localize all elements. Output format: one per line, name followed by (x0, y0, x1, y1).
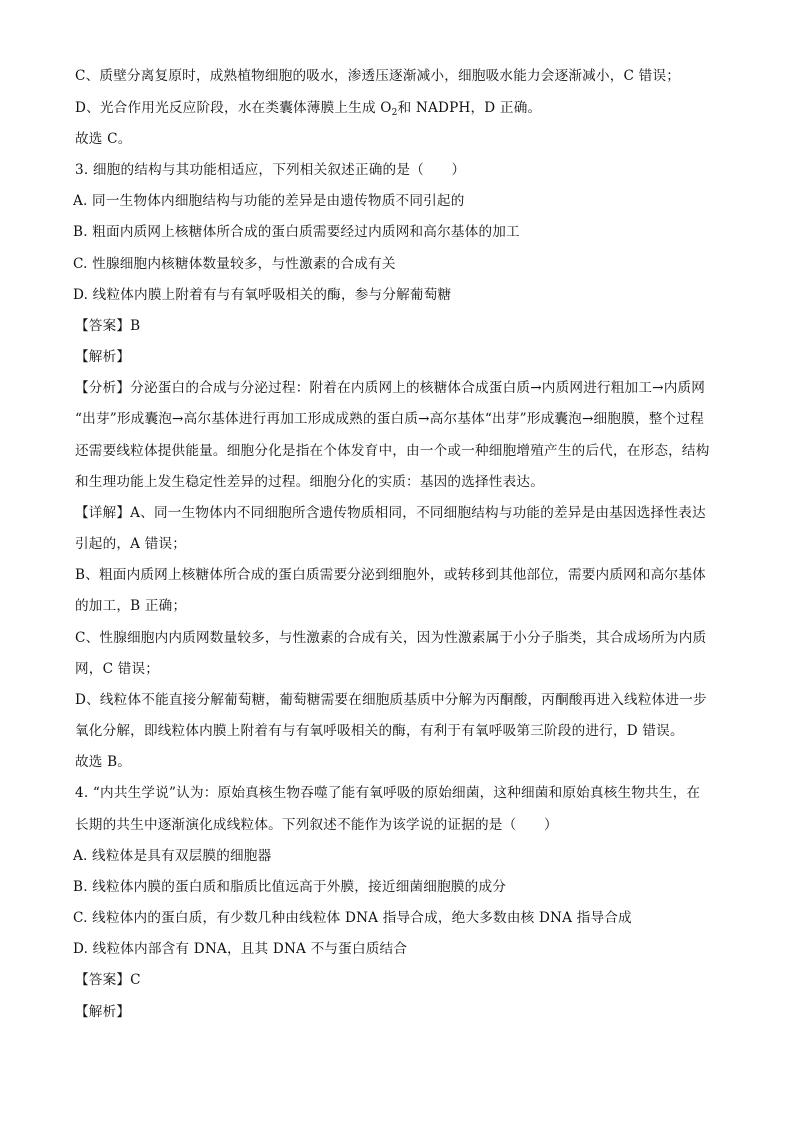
text-line: 氧化分解，即线粒体内膜上附着有与有氧呼吸相关的酶，有利于有氧呼吸第三阶段的进行，D 错误。 (75, 723, 684, 739)
text-line: 的加工，B 正确； (75, 598, 187, 614)
option-c: C. 性腺细胞内核糖体数量较多，与性激素的合成有关 (73, 256, 396, 272)
question-stem: 长期的共生中逐渐演化成线粒体。下列叙述不能作为该学说的证据的是（ ） (75, 817, 558, 833)
text-line: “出芽”形成囊泡→高尔基体进行再加工形成成熟的蛋白质→高尔基体“出芽”形成囊泡→细胞膜，整个过程 (75, 411, 704, 427)
answer-label: 【答案】B (75, 318, 141, 334)
text-line: C、性腺细胞内内质网数量较多，与性激素的合成有关，因为性激素属于小分子脂类，其合成场所为内质 (75, 630, 707, 646)
text-line: 【分析】分泌蛋白的合成与分泌过程：附着在内质网上的核糖体合成蛋白质→内质网进行粗加工→内质网 (75, 380, 706, 396)
text-line: 引起的，A 错误； (75, 536, 187, 552)
text-line: 故选 B。 (75, 754, 132, 770)
option-d: D. 线粒体内膜上附着有与有氧呼吸相关的酶，参与分解葡萄糖 (73, 287, 452, 303)
text-fragment: 和 NADPH，D 正确。 (397, 100, 542, 116)
text-line: B、粗面内质网上核糖体所合成的蛋白质需要分泌到细胞外，或转移到其他部位，需要内质网和高尔基体 (75, 567, 706, 583)
option-a: A. 线粒体是具有双层膜的细胞器 (73, 848, 272, 864)
answer-label: 【答案】C (75, 972, 141, 988)
question-stem: 3. 细胞的结构与其功能相适应，下列相关叙述正确的是（ ） (75, 162, 466, 178)
option-c: C. 线粒体内的蛋白质，有少数几种由线粒体 DNA 指导合成，绝大多数由核 DNA 指导合成 (73, 910, 632, 926)
text-fragment: D、光合作用光反应阶段，水在类囊体薄膜上生成 O (75, 100, 392, 116)
option-b: B. 线粒体内膜的蛋白质和脂质比值远高于外膜，接近细菌细胞膜的成分 (73, 879, 507, 895)
option-a: A. 同一生物体内细胞结构与功能的差异是由遗传物质不同引起的 (73, 193, 465, 209)
text-line: C、质壁分离复原时，成熟植物细胞的吸水，渗透压逐渐减小，细胞吸水能力会逐渐减小，C 错误； (75, 68, 681, 84)
analysis-label: 【解析】 (75, 349, 131, 365)
text-line: 网，C 错误； (75, 661, 160, 677)
text-line: 故选 C。 (75, 131, 132, 147)
option-b: B. 粗面内质网上核糖体所合成的蛋白质需要经过内质网和高尔基体的加工 (73, 224, 520, 240)
subscript: 2 (391, 108, 398, 118)
text-line (75, 99, 735, 122)
question-stem: 4. “内共生学说”认为：原始真核生物吞噬了能有氧呼吸的原始细菌，这种细菌和原始真核生物共生，在 (75, 785, 701, 801)
text-line: 和生理功能上发生稳定性差异的过程。细胞分化的实质：基因的选择性表达。 (75, 474, 544, 490)
analysis-label: 【解析】 (75, 1004, 131, 1020)
text-line: 还需要线粒体提供能量。细胞分化是指在个体发育中，由一个或一种细胞增殖产生的后代，在形态，结构 (75, 443, 710, 459)
option-d: D. 线粒体内部含有 DNA，且其 DNA 不与蛋白质结合 (73, 941, 408, 957)
text-line: 【详解】A、同一生物体内不同细胞所含遗传物质相同，不同细胞结构与功能的差异是由基因选择性表达 (75, 505, 706, 521)
text-line: D、线粒体不能直接分解葡萄糖，葡萄糖需要在细胞质基质中分解为丙酮酸，丙酮酸再进入线粒体进一步 (75, 692, 707, 708)
